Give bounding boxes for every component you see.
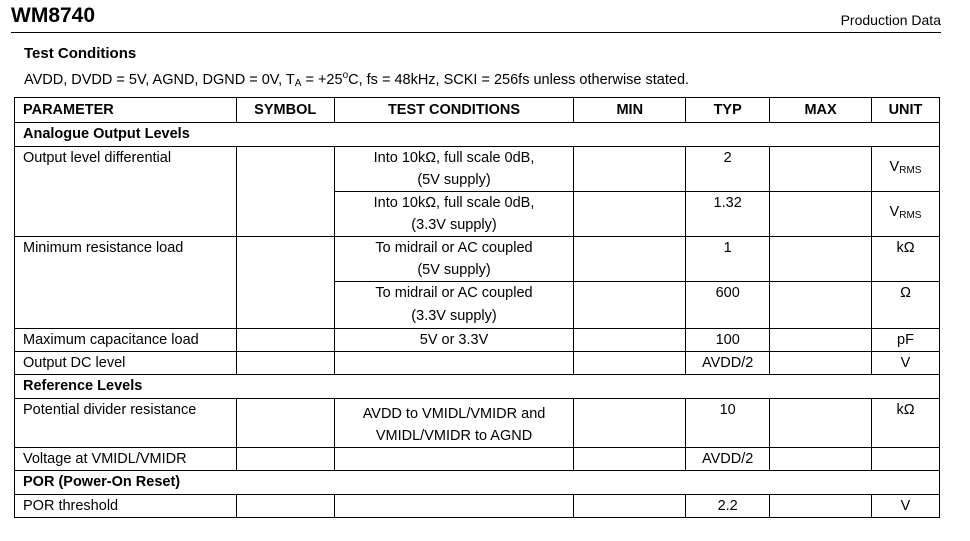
- production-data-tag: Production Data: [840, 12, 941, 28]
- unit-cell: kΩ: [872, 237, 940, 282]
- param-cell: Maximum capacitance load: [15, 329, 237, 352]
- typ-cell: 10: [686, 399, 770, 448]
- min-cell: [574, 237, 686, 282]
- condition-cell: To midrail or AC coupled (3.3V supply): [334, 282, 574, 329]
- max-cell: [770, 147, 872, 192]
- test-conditions-text: AVDD, DVDD = 5V, AGND, DGND = 0V, $T_A = +25^oC$, fs = 48kHz, SCKI = 256fs unless otherwise stated.: [24, 70, 690, 89]
- table-header-row: [15, 98, 940, 123]
- param-cell: Potential divider resistance: [15, 399, 237, 448]
- symbol-cell: [236, 399, 334, 448]
- table-row: [15, 352, 940, 375]
- min-cell: [574, 399, 686, 448]
- col-header-min: MIN: [574, 98, 686, 123]
- test-conditions-title: Test Conditions: [24, 45, 137, 62]
- unit-cell: V: [872, 352, 940, 375]
- table-row: [15, 495, 940, 518]
- unit-cell: pF: [872, 329, 940, 352]
- spec-table: [14, 97, 940, 518]
- symbol-cell: [236, 237, 334, 329]
- max-cell: [770, 495, 872, 518]
- table-row: [15, 399, 940, 448]
- unit-cell: kΩ: [872, 399, 940, 448]
- typ-cell: AVDD/2: [686, 352, 770, 375]
- max-cell: [770, 448, 872, 471]
- unit-cell: [872, 448, 940, 471]
- max-cell: [770, 282, 872, 329]
- col-header-test-conditions: TEST CONDITIONS: [334, 98, 574, 123]
- typ-cell: 600: [686, 282, 770, 329]
- max-cell: [770, 329, 872, 352]
- typ-cell: 1.32: [686, 192, 770, 237]
- unit-cell: $V_{RMS}$: [872, 147, 940, 192]
- document-title: WM8740: [11, 4, 96, 27]
- page-header: [11, 4, 941, 33]
- col-header-typ: TYP: [686, 98, 770, 123]
- condition-cell: Into 10kΩ, full scale 0dB, (5V supply): [334, 147, 574, 192]
- min-cell: [574, 448, 686, 471]
- param-cell: POR threshold: [15, 495, 237, 518]
- section-analogue: Analogue Output Levels: [15, 123, 940, 147]
- symbol-cell: [236, 495, 334, 518]
- symbol-cell: [236, 448, 334, 471]
- condition-cell: To midrail or AC coupled (5V supply): [334, 237, 574, 282]
- max-cell: [770, 237, 872, 282]
- table-row: [15, 448, 940, 471]
- param-cell: Voltage at VMIDL/VMIDR: [15, 448, 237, 471]
- param-cell: Minimum resistance load: [15, 237, 237, 329]
- typ-cell: 2: [686, 147, 770, 192]
- param-cell: Output DC level: [15, 352, 237, 375]
- section-reference: Reference Levels: [15, 375, 940, 399]
- table-row: [15, 237, 940, 282]
- typ-cell: 1: [686, 237, 770, 282]
- min-cell: [574, 495, 686, 518]
- max-cell: [770, 192, 872, 237]
- table-row: [15, 329, 940, 352]
- section-row: [15, 375, 940, 399]
- condition-cell: AVDD to VMIDL/VMIDR and VMIDL/VMIDR to AGND: [334, 399, 574, 448]
- max-cell: [770, 352, 872, 375]
- symbol-cell: [236, 352, 334, 375]
- unit-cell: $V_{RMS}$: [872, 192, 940, 237]
- unit-cell: Ω: [872, 282, 940, 329]
- col-header-max: MAX: [770, 98, 872, 123]
- typ-cell: 100: [686, 329, 770, 352]
- condition-cell: 5V or 3.3V: [334, 329, 574, 352]
- col-header-symbol: SYMBOL: [236, 98, 334, 123]
- section-row: [15, 471, 940, 495]
- condition-cell: [334, 495, 574, 518]
- min-cell: [574, 147, 686, 192]
- condition-cell: [334, 448, 574, 471]
- section-por: POR (Power-On Reset): [15, 471, 940, 495]
- symbol-cell: [236, 329, 334, 352]
- param-cell: Output level differential: [15, 147, 237, 237]
- min-cell: [574, 192, 686, 237]
- section-row: [15, 123, 940, 147]
- typ-cell: 2.2: [686, 495, 770, 518]
- symbol-cell: [236, 147, 334, 237]
- max-cell: [770, 399, 872, 448]
- min-cell: [574, 329, 686, 352]
- min-cell: [574, 282, 686, 329]
- condition-cell: [334, 352, 574, 375]
- table-row: [15, 147, 940, 192]
- typ-cell: AVDD/2: [686, 448, 770, 471]
- condition-cell: Into 10kΩ, full scale 0dB, (3.3V supply): [334, 192, 574, 237]
- min-cell: [574, 352, 686, 375]
- col-header-unit: UNIT: [872, 98, 940, 123]
- col-header-parameter: PARAMETER: [15, 98, 237, 123]
- unit-cell: V: [872, 495, 940, 518]
